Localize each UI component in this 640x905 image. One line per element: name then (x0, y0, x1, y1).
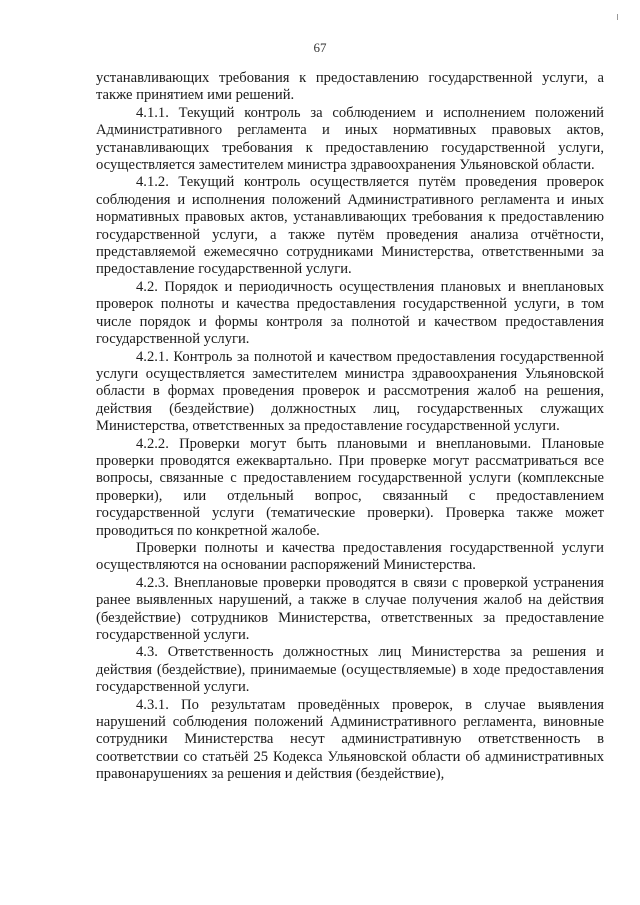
paragraph-4-2: 4.2. Порядок и периодичность осуществления плановых и внеплановых проверок полноты и качества предоставления государственной услуги, в том числе порядок и формы контроля за полнотой и качеством предоставления государственной услуги. (96, 278, 604, 348)
paragraph-4-1-2: 4.1.2. Текущий контроль осуществляется путём проведения проверок соблюдения и исполнения положений Административного регламента и иных нормативных правовых актов, устанавливающих требования к предоставлению государственной услуги, а также путём проведения анализа отчётности, представляемой ежемесячно сотрудниками Министерства, ответственными за предоставление государственной услуги. (96, 174, 604, 278)
scan-edge-mark (617, 14, 618, 20)
paragraph-continuation: устанавливающих требования к предоставлению государственной услуги, а также принятием ими решений. (96, 70, 604, 104)
paragraph-4-3-1: 4.3.1. По результатам проведённых проверок, в случае выявления нарушений соблюдения положений Административного регламента, виновные сотрудники Министерства несут административную ответственность в соответствии со статьёй 25 Кодекса Ульяновской области об административных правонарушениях за решения и действия (бездействие), (96, 696, 604, 783)
paragraph-4-1-1: 4.1.1. Текущий контроль за соблюдением и исполнением положений Административного регламента и иных нормативных правовых актов, устанавливающих требования к предоставлению государственной услуги, осуществляется заместителем министра здравоохранения Ульяновской области. (96, 104, 604, 174)
paragraph-4-3: 4.3. Ответственность должностных лиц Министерства за решения и действия (бездействие), принимаемые (осуществляемые) в ходе предоставления государственной услуги. (96, 644, 604, 696)
paragraph-4-2-3: 4.2.3. Внеплановые проверки проводятся в связи с проверкой устранения ранее выявленных нарушений, а также в случае получения жалоб на действия (бездействие) сотрудников Министерства, ответственных за предоставление государственной услуги. (96, 574, 604, 643)
paragraph-checks-basis: Проверки полноты и качества предоставления государственной услуги осуществляются на основании распоряжений Министерства. (96, 539, 604, 574)
paragraph-4-2-2: 4.2.2. Проверки могут быть плановыми и внеплановыми. Плановые проверки проводятся ежеквартально. При проверке могут рассматриваться все вопросы, связанные с предоставлением государственной услуги (комплексные проверки), или отдельный вопрос, связанный с предоставлением государственной услуги (тематические проверки). Проверка также может проводиться по конкретной жалобе. (96, 435, 604, 539)
document-body (96, 70, 604, 784)
page-number: 67 (313, 40, 327, 55)
paragraph-4-2-1: 4.2.1. Контроль за полнотой и качеством предоставления государственной услуги осуществляется заместителем министра здравоохранения Ульяновской области в формах проведения проверок и рассмотрения жалоб на решения, действия (бездействие) должностных лиц, государственных служащих Министерства, ответственных за предоставление государственной услуги. (96, 348, 604, 435)
